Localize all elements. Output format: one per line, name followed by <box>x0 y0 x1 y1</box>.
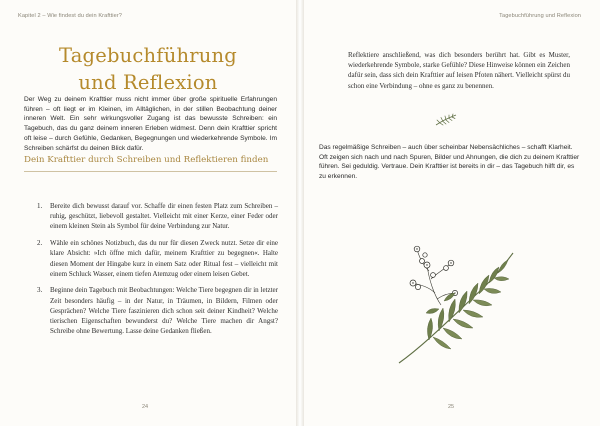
list-item <box>37 238 278 279</box>
subheading-rule <box>24 171 277 172</box>
section-subheading: Dein Krafttier durch Schreiben und Reflektieren finden <box>24 155 269 165</box>
list-item <box>37 285 278 336</box>
chapter-title <box>0 42 296 96</box>
step-text: Wähle ein schönes Notizbuch, das du nur für diesen Zweck nutzt. Setze dir eine klare Absicht: »Ich öffne mich dafür, meinem Krafttier zu begegnen«. Halte diesen Moment der Hingabe kurz in einem Satz oder Ritual fest – vielleicht mit einem Schluck Wasser, einem tiefen Atemzug oder einem leisen Gebet. <box>50 239 278 278</box>
step-number: 3. <box>37 286 43 295</box>
step-text: Bereite dich bewusst darauf vor. Schaffe dir einen festen Platz zum Schreiben – ruhig, geschützt, liebevoll gestaltet. Vielleicht mit einer Kerze, einer Feder oder einem kleinen Stein als Symbol für deine Verbindung zur Natur. <box>50 202 278 231</box>
page-number-right: 25 <box>448 404 455 410</box>
running-head-left: Kapitel 2 – Wie findest du dein Krafttier? <box>18 13 123 19</box>
steps-list <box>37 201 278 343</box>
step-number: 1. <box>37 202 43 210</box>
right-page <box>304 0 600 426</box>
page-number-left: 24 <box>142 404 149 410</box>
title-line-2: und Reflexion <box>78 71 218 94</box>
intro-paragraph: Der Weg zu deinem Krafttier muss nicht immer über große spirituelle Erfahrungen führen – oft liegt er im Kleinen, im Alltäglichen, in der stillen Beobachtung deiner inneren Welt. Ein sehr wirkungsvoller Zugang ist das bewusste Schreiben: ein Tagebuch, das du ganz deinem inneren Erleben widmest. Denn dein Krafttier spricht oft leise – durch Gefühle, Gedanken, Begegnungen und wiederkehrende Symbole. Im Schreiben schärfst du deinen Blick dafür. <box>24 96 277 152</box>
reflection-paragraph: Reflektiere anschließend, was dich besonders berührt hat. Gibt es Muster, wiederkehrende Symbole, starke Gefühle? Diese Hinweise können ein Zeichen dafür sein, dass sich dein Krafttier auf leisen Pfoten nähert. Vielleicht spürst du schon eine Verbindung – ohne es ganz zu benennen. <box>348 51 570 90</box>
closing-paragraph: Das regelmäßige Schreiben – auch über scheinbar Nebensächliches – schafft Klarheit. Oft zeigen sich nach und nach Spuren, Bilder und Ahnungen, die dich zu deinem Krafttier führen. Sei geduldig. Vertraue. Dein Krafttier ist bereits in dir – das Tagebuch hilft dir, es zu erkennen. <box>319 144 580 181</box>
title-line-1: Tagebuchführung <box>59 44 237 67</box>
book-gutter <box>296 0 304 426</box>
step-text: Beginne dein Tagebuch mit Beobachtungen: Welche Tiere begegnen dir in letzter Zeit besonders häufig – in der Natur, in Träumen, in Bildern, Filmen oder Gesprächen? Welche Tiere faszinieren dich schon seit deiner Kindheit? Welche tierischen Eigenschaften bewunderst du? Welche Tiere machen dir Angst? Schreibe ohne Bewertung. Lasse deine Gedanken fließen. <box>50 286 278 336</box>
botanical-fern-berries-illustration <box>389 235 519 370</box>
running-head-right: Tagebuchführung und Reflexion <box>499 13 581 19</box>
fern-sprig-icon <box>434 113 458 127</box>
left-page <box>0 0 296 426</box>
step-number: 2. <box>37 239 43 248</box>
list-item <box>37 201 278 232</box>
